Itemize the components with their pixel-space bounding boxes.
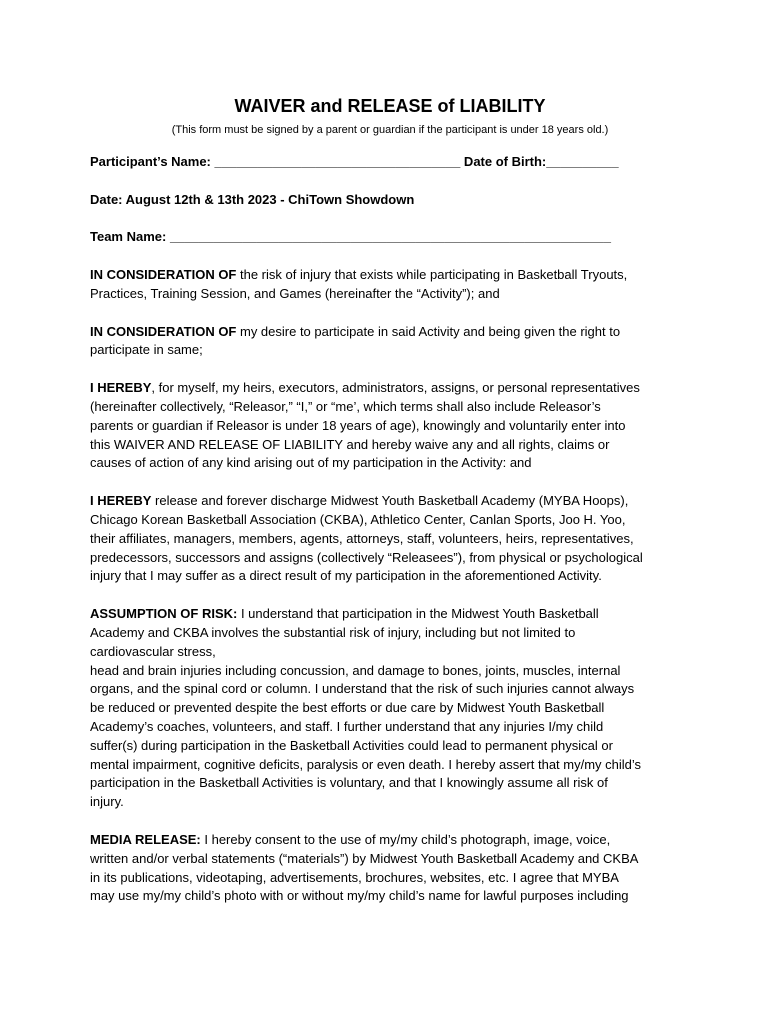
paragraph-body: the risk of injury that exists while participating in Basketball Tryouts, Practices, Training Session, and Games (hereinafter the “Activity”); and (90, 267, 628, 301)
paragraph-consideration-desire (90, 323, 690, 361)
paragraph-lead: I HEREBY (90, 493, 152, 509)
paragraph-body: release and forever discharge Midwest Youth Basketball Academy (MYBA Hoops), Chicago Korean Basketball Association (CKBA), Athletico Center, Canlan Sports, Joo H. Yoo, their affiliates, managers, members, agents, attorneys, staff, volunteers, heirs, representatives, predecessors, successors and assigns (collectively “Releasees”), from physical or psychological injury that I may suffer as a direct result of my participation in the aforementioned Activity. (90, 493, 643, 584)
paragraph-hereby-release (90, 492, 690, 586)
paragraph-lead: ASSUMPTION OF RISK: (90, 606, 238, 622)
paragraph-media-release (90, 831, 690, 906)
paragraph-body: I hereby consent to the use of my/my child’s photograph, image, voice, written and/or verbal statements (“materials”) by Midwest Youth Basketball Academy and CKBA in its publications, videotaping, advertisements, brochures, websites, etc. I agree that MYBA may use my/my child’s photo with or without my/my child’s name for lawful purposes including (90, 831, 639, 904)
paragraph-lead: I HEREBY (90, 380, 152, 396)
document-subtitle: (This form must be signed by a parent or guardian if the participant is under 18 years old.) (171, 124, 609, 136)
paragraph-consideration-risk (90, 266, 690, 304)
waiver-document (90, 95, 690, 906)
document-title: WAIVER and RELEASE of LIABILITY (234, 96, 546, 116)
paragraph-assumption-of-risk (90, 605, 690, 812)
paragraph-lead: IN CONSIDERATION OF (90, 267, 237, 282)
paragraph-body: , for myself, my heirs, executors, administrators, assigns, or personal representatives (hereinafter collectively, “Releasor,” “I,” or “me’, which terms shall also include Releasor’s parents or guardian if Releasor is under 18 years of age), knowingly and voluntarily enter into this WAIVER AND RELEASE OF LIABILITY and hereby waive any and all rights, claims or causes of action of any kind arising out of my participation in the Activity: and (90, 380, 640, 471)
paragraph-hereby-waive (90, 379, 690, 473)
team-name-line: Team Name: _____________________________________________________________ (90, 229, 611, 244)
participant-name-dob-line: Participant’s Name: __________________________________ Date of Birth:__________ (90, 154, 619, 169)
paragraph-body: my desire to participate in said Activity and being given the right to participate in same; (90, 323, 621, 358)
event-date-line: Date: August 12th & 13th 2023 - ChiTown Showdown (90, 192, 415, 207)
paragraph-body: I understand that participation in the Midwest Youth Basketball Academy and CKBA involves the substantial risk of injury, including but not limited to cardiovascular stress, head and brain injuries including concussion, and damage to bones, joints, muscles, internal organs, and the spinal cord or column. I understand that the risk of such injuries cannot always be reduced or prevented despite the best efforts or due care by Midwest Youth Basketball Academy’s coaches, volunteers, and staff. I further understand that any injuries I/my child suffer(s) during participation in the Basketball Activities could lead to permanent physical or mental impairment, cognitive deficits, paralysis or even death. I hereby assert that my/my child’s participation in the Basketball Activities is voluntary, and that I knowingly assume all risk of injury. (90, 606, 642, 810)
paragraph-lead: IN CONSIDERATION OF (90, 323, 237, 339)
paragraph-lead: MEDIA RELEASE: (90, 831, 201, 847)
